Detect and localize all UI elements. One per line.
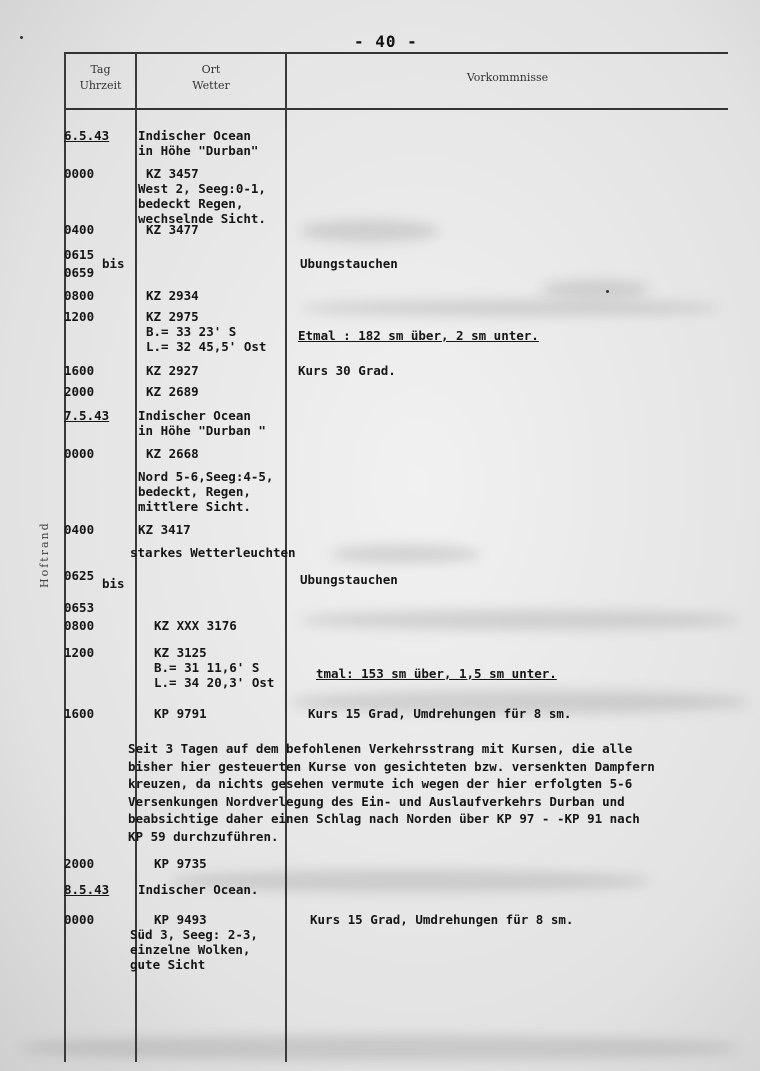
grid-square: KP 9791: [154, 706, 207, 721]
event-text: Ubungstauchen: [300, 256, 398, 271]
position-lon: L.= 34 20,3' Ost: [154, 675, 275, 690]
date-entry: 6.5.43: [64, 128, 110, 143]
location-block: [138, 166, 266, 226]
grid-square: KP 9493: [154, 912, 207, 927]
date-entry: 7.5.43: [64, 408, 110, 423]
location-block: [130, 522, 296, 560]
remark-line: Versenkungen Nordverlegung des Ein- und Auslaufverkehrs Durban und: [128, 793, 625, 809]
grid-square: KZ 2927: [146, 363, 199, 378]
location-block: [130, 912, 258, 972]
time-entry: 2000: [64, 856, 95, 871]
weather-line: mittlere Sicht.: [138, 499, 251, 514]
time-entry: 0800: [64, 618, 95, 633]
location-line: in Höhe "Durban": [138, 143, 259, 158]
grid-square: KZ 2975: [146, 309, 199, 324]
grid-square: KZ XXX 3176: [154, 618, 237, 633]
grid-square: KZ 3477: [146, 222, 199, 237]
location-line: Indischer Ocean: [138, 128, 251, 143]
time-entry: 0000: [64, 166, 95, 181]
scan-smudge: [540, 280, 650, 298]
commander-remark: [128, 740, 748, 845]
grid-square: KZ 3457: [146, 166, 199, 181]
header-vorkommnisse: Vorkommnisse: [466, 71, 549, 84]
location-block: [138, 446, 273, 514]
time-entry: 1200: [64, 309, 95, 324]
spacer: [138, 461, 273, 469]
table-header-rule: [66, 108, 728, 110]
scan-smudge: [300, 220, 440, 242]
time-entry: 1200: [64, 645, 95, 660]
weather-line: gute Sicht: [130, 957, 206, 972]
event-text: Kurs 15 Grad, Umdrehungen für 8 sm.: [310, 912, 574, 927]
remark-line: bisher hier gesteuerten Kurse von gesichteten bzw. versenkten Dampfern: [128, 758, 655, 774]
header-tag: Tag: [90, 63, 111, 76]
header-uhrzeit: Uhrzeit: [79, 79, 122, 92]
remark-line: KP 59 durchzuführen.: [128, 828, 279, 844]
weather-line: wechselnde Sicht.: [138, 211, 266, 226]
time-entry: 0653: [64, 600, 95, 615]
header-ort: Ort: [201, 63, 221, 76]
scan-smudge: [300, 300, 720, 316]
remark-line: kreuzen, da nichts gesehen vermute ich wegen der hier erfolgten 5-6: [128, 776, 633, 791]
event-text: tmal: 153 sm über, 1,5 sm unter.: [316, 666, 557, 681]
time-entry: 0400: [64, 522, 95, 537]
grid-square: KZ 3417: [138, 522, 191, 537]
scan-smudge: [330, 545, 480, 563]
date-entry: 8.5.43: [64, 882, 110, 897]
time-range-word: bis: [102, 256, 125, 271]
time-entry: 0000: [64, 446, 95, 461]
time-entry: 0800: [64, 288, 95, 303]
scan-smudge: [300, 610, 740, 630]
location-line: Indischer Ocean.: [138, 882, 259, 897]
side-label: Hoftrand: [38, 521, 51, 588]
scan-smudge: [20, 1035, 740, 1061]
time-entry: 0659: [64, 265, 95, 280]
time-entry: 0000: [64, 912, 95, 927]
scan-speck: [20, 36, 23, 39]
spacer: [130, 537, 296, 545]
table-top-rule: [66, 52, 728, 54]
location-line: in Höhe "Durban ": [138, 423, 266, 438]
time-entry: 2000: [64, 384, 95, 399]
remark-line: Seit 3 Tagen auf dem befohlenen Verkehrsstrang mit Kursen, die alle: [128, 741, 633, 756]
header-ort-wetter: [137, 62, 285, 94]
location-block: [138, 128, 258, 158]
remark-line: beabsichtige daher einen Schlag nach Norden über KP 97 - -KP 91 nach: [128, 811, 640, 826]
weather-line: Süd 3, Seeg: 2-3,: [130, 927, 258, 942]
header-wetter: Wetter: [192, 79, 230, 92]
time-entry: 0400: [64, 222, 95, 237]
position-lat: B.= 33 23' S: [146, 324, 237, 339]
weather-line: Nord 5-6,Seeg:4-5,: [138, 469, 274, 484]
time-entry: 0625: [64, 568, 95, 583]
time-entry: 1600: [64, 706, 95, 721]
grid-square: KZ 2668: [146, 446, 199, 461]
weather-line: bedeckt, Regen,: [138, 484, 251, 499]
time-entry: 1600: [64, 363, 95, 378]
time-entry: 0615: [64, 247, 95, 262]
location-block: [154, 645, 274, 690]
page-number: - 40 -: [354, 32, 418, 51]
event-text: Etmal : 182 sm über, 2 sm unter.: [298, 328, 539, 343]
location-line: Indischer Ocean: [138, 408, 251, 423]
location-block: [146, 309, 266, 354]
weather-line: bedeckt Regen,: [138, 196, 244, 211]
event-text: Ubungstauchen: [300, 572, 398, 587]
position-lat: B.= 31 11,6' S: [154, 660, 260, 675]
event-text: Kurs 30 Grad.: [298, 363, 396, 378]
grid-square: KZ 2934: [146, 288, 199, 303]
scan-speck: [606, 290, 609, 293]
time-range-word: bis: [102, 576, 125, 591]
grid-square: KZ 3125: [154, 645, 207, 660]
event-text: Kurs 15 Grad, Umdrehungen für 8 sm.: [308, 706, 572, 721]
weather-line: einzelne Wolken,: [130, 942, 251, 957]
weather-line: West 2, Seeg:0-1,: [138, 181, 266, 196]
table-left-border: [64, 52, 66, 1062]
grid-square: KP 9735: [154, 856, 207, 871]
location-block: [138, 408, 266, 438]
header-tag-uhrzeit: [66, 62, 135, 94]
position-lon: L.= 32 45,5' Ost: [146, 339, 267, 354]
grid-square: KZ 2689: [146, 384, 199, 399]
weather-note: starkes Wetterleuchten: [130, 545, 296, 560]
